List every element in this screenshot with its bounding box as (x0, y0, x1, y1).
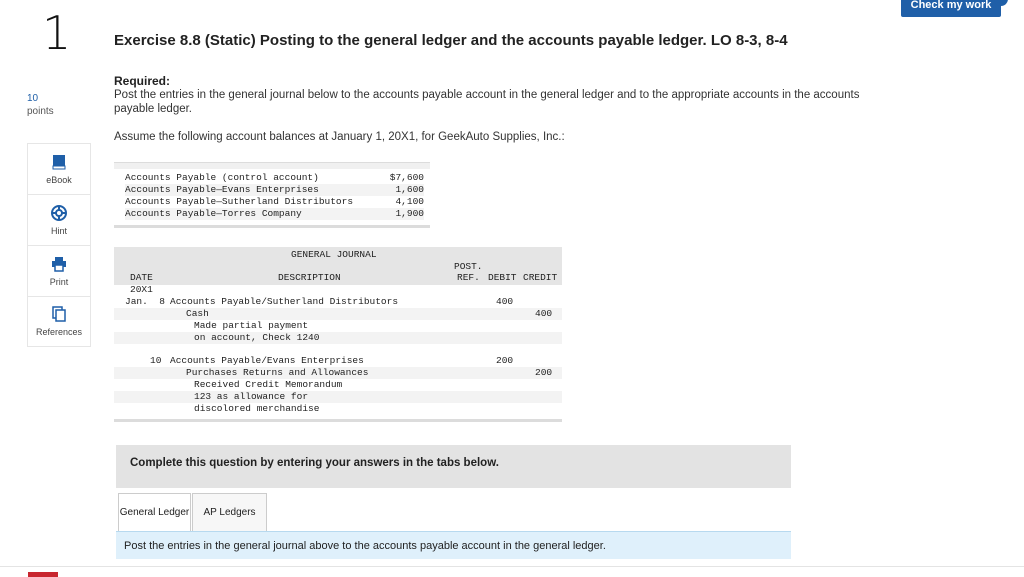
tab-ap-ledgers[interactable] (192, 493, 267, 531)
entry-date: Jan. 8 (125, 296, 165, 307)
general-journal-table (114, 247, 562, 422)
question-number: 1 (42, 6, 72, 60)
row-shade (114, 308, 562, 320)
entry-credit: 200 (535, 367, 553, 378)
col-ref: REF. (457, 272, 480, 283)
entry-explanation: 123 as allowance for (194, 391, 309, 402)
tab-general-ledger[interactable] (118, 493, 191, 531)
assume-text: Assume the following account balances at January 1, 20X1, for GeekAuto Supplies, Inc.: (114, 131, 565, 143)
tab-instruction: Post the entries in the general journal above to the accounts payable account in the general ledger. (116, 531, 791, 559)
references-icon (51, 306, 67, 322)
entry-debit: 200 (496, 355, 514, 366)
table-bottom-rule (114, 419, 562, 422)
sidebar-item-print[interactable] (27, 245, 91, 296)
col-debit: DEBIT (488, 272, 517, 283)
journal-title: GENERAL JOURNAL (291, 249, 377, 260)
book-icon (51, 154, 67, 170)
entry-credit-account: Purchases Returns and Allowances (186, 367, 369, 378)
balance-account: Accounts Payable—Torres Company (125, 208, 302, 219)
resource-sidebar (27, 143, 91, 347)
row-shade (114, 332, 562, 344)
sidebar-item-label: References (35, 327, 83, 337)
journal-year: 20X1 (130, 284, 153, 295)
entry-explanation: Made partial payment (194, 320, 309, 331)
check-my-work-button[interactable]: Check my work (901, 0, 1001, 17)
entry-date: 10 (150, 355, 162, 366)
entry-credit-account: Cash (186, 308, 209, 319)
col-credit: CREDIT (523, 272, 558, 283)
col-post: POST. (454, 261, 483, 272)
table-row (125, 196, 424, 208)
tab-label: AP Ledgers (203, 506, 256, 518)
required-text: Post the entries in the general journal below to the accounts payable account in the general ledger and to the appropriate accounts in the accounts payable ledger. (114, 89, 860, 115)
entry-debit-account: Accounts Payable/Evans Enterprises (170, 355, 364, 366)
entry-explanation: on account, Check 1240 (194, 332, 320, 343)
balance-account: Accounts Payable (control account) (125, 172, 319, 183)
sidebar-item-label: eBook (46, 174, 72, 185)
footer-divider (0, 566, 1024, 567)
hint-icon (51, 205, 67, 221)
balance-amount: 1,600 (395, 184, 424, 195)
table-row (125, 208, 424, 220)
print-icon (51, 256, 67, 272)
balance-amount: 4,100 (395, 196, 424, 207)
col-date: DATE (130, 272, 153, 283)
table-row (125, 184, 424, 196)
required-heading: Required: (114, 74, 171, 88)
col-description: DESCRIPTION (278, 272, 341, 283)
sidebar-item-hint[interactable] (27, 194, 91, 245)
footer-brand-mark (28, 572, 58, 577)
points-box (27, 92, 54, 118)
entry-explanation: Received Credit Memorandum (194, 379, 343, 390)
table-row (125, 172, 424, 184)
entry-explanation: discolored merchandise (194, 403, 320, 414)
exercise-title: Exercise 8.8 (Static) Posting to the general ledger and the accounts payable ledger. LO 8-3, 8-4 (114, 32, 788, 49)
sidebar-item-ebook[interactable] (27, 143, 91, 194)
balances-table (114, 162, 430, 228)
balance-account: Accounts Payable—Evans Enterprises (125, 184, 319, 195)
balance-amount: 1,900 (395, 208, 424, 219)
row-shade (114, 391, 562, 403)
tab-label: General Ledger (119, 506, 190, 518)
entry-debit-account: Accounts Payable/Sutherland Distributors (170, 296, 399, 307)
sidebar-item-references[interactable] (27, 296, 91, 347)
points-label: points (27, 106, 54, 117)
entry-credit: 400 (535, 308, 553, 319)
entry-debit: 400 (496, 296, 514, 307)
balance-amount: $7,600 (389, 172, 424, 183)
sidebar-item-label: Hint (50, 225, 67, 236)
sidebar-item-label: Print (49, 276, 69, 287)
balance-account: Accounts Payable—Sutherland Distributors (125, 196, 354, 207)
complete-banner: Complete this question by entering your answers in the tabs below. (116, 445, 791, 488)
points-value: 10 (27, 93, 39, 104)
